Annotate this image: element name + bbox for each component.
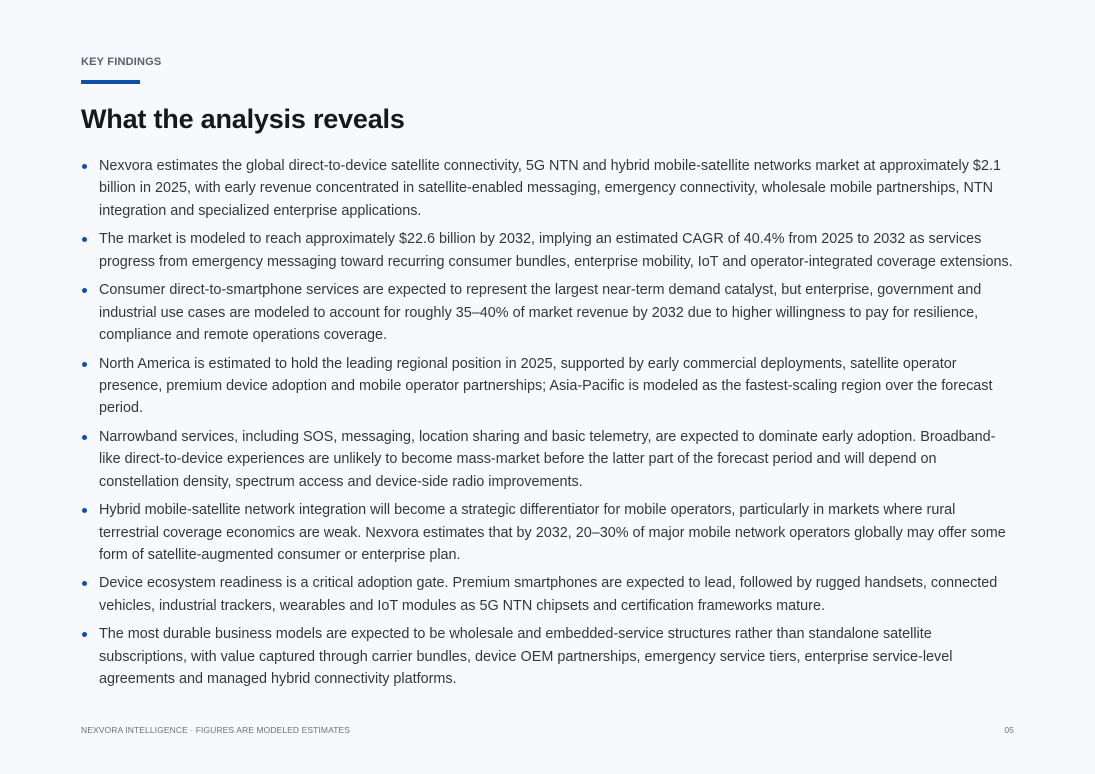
finding-item: [81, 279, 1016, 346]
bullet-dot-icon: [82, 362, 87, 367]
bullet-dot-icon: [82, 632, 87, 637]
bullet-dot-icon: [82, 288, 87, 293]
section-eyebrow: KEY FINDINGS: [81, 56, 162, 68]
finding-item: [81, 572, 1016, 617]
finding-item: [81, 499, 1016, 566]
finding-text: The market is modeled to reach approximately $22.6 billion by 2032, implying an estimated CAGR of 40.4% from 2025 to 2032 as services progress from emergency messaging toward recurring consumer bundles, enterprise mobility, IoT and operator-integrated coverage extensions.: [99, 231, 1013, 270]
finding-text: Narrowband services, including SOS, messaging, location sharing and basic telemetry, are expected to dominate early adoption. Broadband-like direct-to-device experiences are unlikely to become mass-market before the latter part of the forecast period and will depend on constellation density, spectrum access and device-side radio improvements.: [99, 428, 996, 490]
finding-text: North America is estimated to hold the leading regional position in 2025, supported by early commercial deployments, satellite operator presence, premium device adoption and mobile operator partnerships; Asia-Pacific is modeled as the fastest-scaling region over the forecast period.: [99, 355, 993, 417]
bullet-dot-icon: [82, 508, 87, 513]
findings-list: [81, 155, 1016, 697]
page-footer: [81, 725, 1014, 735]
bullet-dot-icon: [82, 164, 87, 169]
finding-text: Hybrid mobile-satellite network integration will become a strategic differentiator for mobile operators, particularly in markets where rural terrestrial coverage economics are weak. Nexvora estimates that by 2032, 20–30% of major mobile network operators globally may offer some form of satellite-augmented consumer or enterprise plan.: [99, 502, 1006, 563]
page-number: 05: [1004, 725, 1014, 735]
page-title: What the analysis reveals: [81, 104, 405, 134]
footer-source: NEXVORA INTELLIGENCE · FIGURES ARE MODELED ESTIMATES: [81, 725, 351, 735]
report-page: [81, 0, 1016, 774]
finding-text: Device ecosystem readiness is a critical adoption gate. Premium smartphones are expected to lead, followed by rugged handsets, connected vehicles, industrial trackers, wearables and IoT modules as 5G NTN chipsets and certification frameworks mature.: [99, 575, 998, 614]
finding-item: [81, 623, 1016, 690]
finding-item: [81, 155, 1016, 222]
bullet-dot-icon: [82, 435, 87, 440]
finding-item: [81, 228, 1016, 273]
finding-text: The most durable business models are expected to be wholesale and embedded-service structures rather than standalone satellite subscriptions, with value captured through carrier bundles, device OEM partnerships, emergency service tiers, enterprise service-level agreements and managed hybrid connectivity platforms.: [99, 626, 953, 688]
bullet-dot-icon: [82, 581, 87, 586]
accent-rule: [81, 80, 140, 84]
bullet-dot-icon: [82, 237, 87, 242]
finding-text: Nexvora estimates the global direct-to-device satellite connectivity, 5G NTN and hybrid mobile-satellite networks market at approximately $2.1 billion in 2025, with early revenue concentrated in satellite-enabled messaging, emergency connectivity, wholesale mobile partnerships, NTN integration and specialized enterprise applications.: [99, 158, 1001, 219]
finding-text: Consumer direct-to-smartphone services are expected to represent the largest near-term demand catalyst, but enterprise, government and industrial use cases are modeled to account for roughly 35–40% of market revenue by 2032 due to higher willingness to pay for resilience, compliance and remote operations coverage.: [99, 282, 982, 344]
finding-item: [81, 426, 1016, 493]
finding-item: [81, 353, 1016, 420]
